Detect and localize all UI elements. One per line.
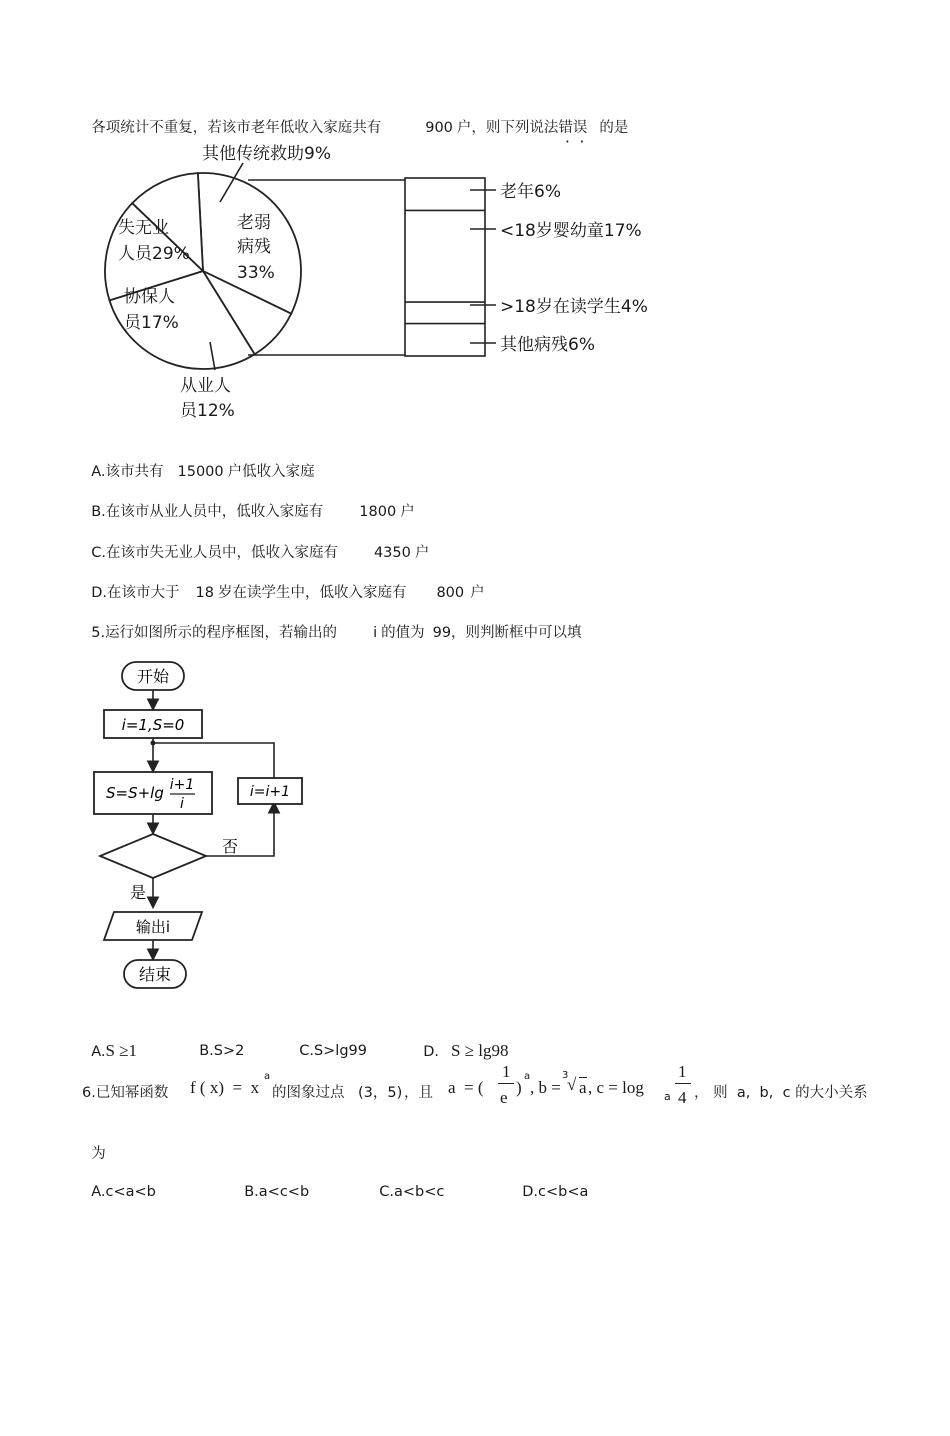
- label-insured-2: 员17%: [124, 313, 179, 333]
- q6-frac-num: 1: [502, 1062, 511, 1081]
- label-unemployed-1: 失无业: [118, 218, 169, 238]
- label-other-aid: 其他传统救助9%: [202, 144, 331, 164]
- label-breakdown-disabled: 其他病残6%: [500, 335, 595, 355]
- q6-c-part: , c = log: [588, 1078, 644, 1097]
- q5-option-a[interactable]: [82, 1025, 137, 1061]
- q6-frac-bar: [498, 1083, 514, 1084]
- intro-text-3: 的是: [599, 120, 629, 136]
- option-text: a<b<c: [393, 1184, 445, 1200]
- option-text: 该市共有: [105, 464, 164, 480]
- option-prefix: A.: [91, 464, 106, 480]
- option-prefix: D.: [91, 585, 107, 601]
- q6-function: f ( x) = x: [190, 1078, 260, 1097]
- radical-sign: √: [567, 1075, 577, 1094]
- option-prefix: C.: [379, 1184, 394, 1200]
- update-s-label: S=S+lg: [106, 784, 164, 802]
- option-text: 在该市大于: [107, 585, 180, 601]
- update-s-frac-bottom: i: [180, 796, 184, 812]
- q6-root-index: 3: [562, 1070, 569, 1081]
- label-breakdown-old: 老年6%: [500, 182, 561, 202]
- q6-option-d[interactable]: [513, 1168, 588, 1200]
- q6-c-frac-bar: [675, 1083, 691, 1084]
- option-prefix: D.: [423, 1044, 439, 1060]
- q6-root-body: a: [579, 1078, 587, 1097]
- q6-text: 为: [91, 1146, 106, 1162]
- emphasis-char: 误: [572, 120, 588, 136]
- q5-variable: i: [373, 625, 378, 641]
- option-text: S>lg99: [313, 1043, 367, 1059]
- q6-option-c[interactable]: [370, 1168, 444, 1200]
- pie-chart: [0, 130, 950, 430]
- flowchart: [0, 650, 400, 1000]
- q6-exponent: a: [264, 1071, 271, 1082]
- q4-option-d[interactable]: [82, 565, 485, 602]
- option-number: 4350: [373, 545, 411, 561]
- label-employed-1: 从业人: [180, 376, 231, 396]
- q5-option-c[interactable]: [290, 1027, 367, 1059]
- init-label: i=1,S=0: [121, 716, 185, 734]
- increment-label: i=i+1: [249, 784, 291, 800]
- label-elderly-2: 病残: [237, 237, 271, 257]
- q6-text: 6.已知幂函数: [82, 1085, 169, 1101]
- q5-option-b[interactable]: [190, 1027, 244, 1059]
- q6-a-rhs: ): [516, 1078, 522, 1097]
- q5-text: 的值为: [381, 625, 425, 641]
- intro-text: 各项统计不重复，若该市老年低收入家庭共有: [91, 120, 382, 136]
- option-text: 户低收入家庭: [227, 464, 315, 480]
- q6-c-frac-den: 4: [678, 1088, 687, 1107]
- option-text: c<b<a: [538, 1184, 589, 1200]
- question-6-cont: [82, 1126, 106, 1163]
- start-label: 开始: [136, 667, 170, 686]
- no-branch-line: [206, 804, 274, 856]
- option-text: 户: [400, 504, 415, 520]
- option-text: 户: [470, 585, 485, 601]
- no-label: 否: [222, 837, 239, 856]
- option-prefix: C.: [91, 545, 106, 561]
- question-6: [82, 1062, 868, 1118]
- option-text: S ≥1: [105, 1041, 138, 1060]
- option-text: 户: [414, 545, 430, 561]
- intro-number: 900: [425, 120, 453, 136]
- label-breakdown-student: >18岁在读学生4%: [500, 297, 648, 317]
- label-employed-2: 员12%: [180, 401, 235, 421]
- option-number: 1800: [359, 504, 397, 520]
- label-breakdown-child: <18岁婴幼童17%: [500, 221, 642, 241]
- option-prefix: D.: [522, 1184, 538, 1200]
- q6-log-base: a: [664, 1090, 671, 1103]
- output-label: 输出i: [135, 918, 171, 936]
- decision-diamond: [100, 834, 206, 878]
- option-text: c<a<b: [105, 1184, 156, 1200]
- label-elderly-1: 老弱: [237, 213, 271, 233]
- label-insured-1: 协保人: [124, 287, 175, 307]
- q6-frac-den: e: [500, 1088, 508, 1107]
- q5-option-d[interactable]: [414, 1025, 509, 1061]
- q6-a-exponent: a: [524, 1071, 531, 1082]
- option-text: S ≥ lg98: [451, 1041, 509, 1060]
- option-number: 15000: [177, 464, 224, 480]
- q6-option-b[interactable]: [235, 1168, 309, 1200]
- q6-text: 的图象过点: [272, 1085, 345, 1101]
- q6-option-a[interactable]: [82, 1168, 156, 1200]
- breakdown-bar: [405, 178, 485, 356]
- q6-text: ， 则 a, b, c 的大小关系: [694, 1085, 868, 1101]
- option-prefix: B.: [199, 1043, 214, 1059]
- option-prefix: B.: [244, 1184, 259, 1200]
- emphasis-char: 错: [558, 120, 573, 136]
- option-text: 在该市失无业人员中，低收入家庭有: [105, 545, 338, 561]
- q6-c-frac-num: 1: [678, 1062, 687, 1081]
- q5-text: ，则判断框中可以填: [451, 625, 582, 641]
- q6-a-lhs: a = (: [448, 1078, 484, 1097]
- q6-b-part: , b =: [530, 1078, 561, 1097]
- label-elderly-3: 33%: [237, 263, 275, 283]
- option-prefix: A.: [91, 1184, 106, 1200]
- breakdown-dividers: [405, 210, 485, 323]
- q5-text: 5.运行如图所示的程序框图，若输出的: [91, 625, 338, 641]
- label-unemployed-2: 人员29%: [118, 244, 190, 264]
- q6-point: (3，5): [358, 1085, 403, 1101]
- question-5: [82, 605, 582, 642]
- option-number: 18: [195, 585, 214, 601]
- option-number: 800: [436, 585, 465, 601]
- q4-option-b[interactable]: [82, 484, 415, 521]
- intro-text-2: 户，则下列说法: [456, 120, 559, 136]
- option-text: 岁在读学生中，低收入家庭有: [217, 585, 407, 601]
- q4-option-c[interactable]: [82, 525, 429, 562]
- yes-label: 是: [130, 883, 147, 902]
- junction-dot: [151, 741, 156, 746]
- q5-number: 99: [432, 625, 452, 641]
- option-text: 在该市从业人员中，低收入家庭有: [105, 504, 324, 520]
- option-text: a<c<b: [258, 1184, 310, 1200]
- option-prefix: A.: [91, 1044, 106, 1060]
- update-s-frac-top: i+1: [169, 777, 195, 793]
- end-label: 结束: [138, 965, 172, 984]
- q6-text: ，且: [404, 1085, 433, 1101]
- option-text: S>2: [213, 1043, 245, 1059]
- option-prefix: B.: [91, 504, 106, 520]
- option-prefix: C.: [299, 1043, 314, 1059]
- q4-option-a[interactable]: [82, 444, 315, 481]
